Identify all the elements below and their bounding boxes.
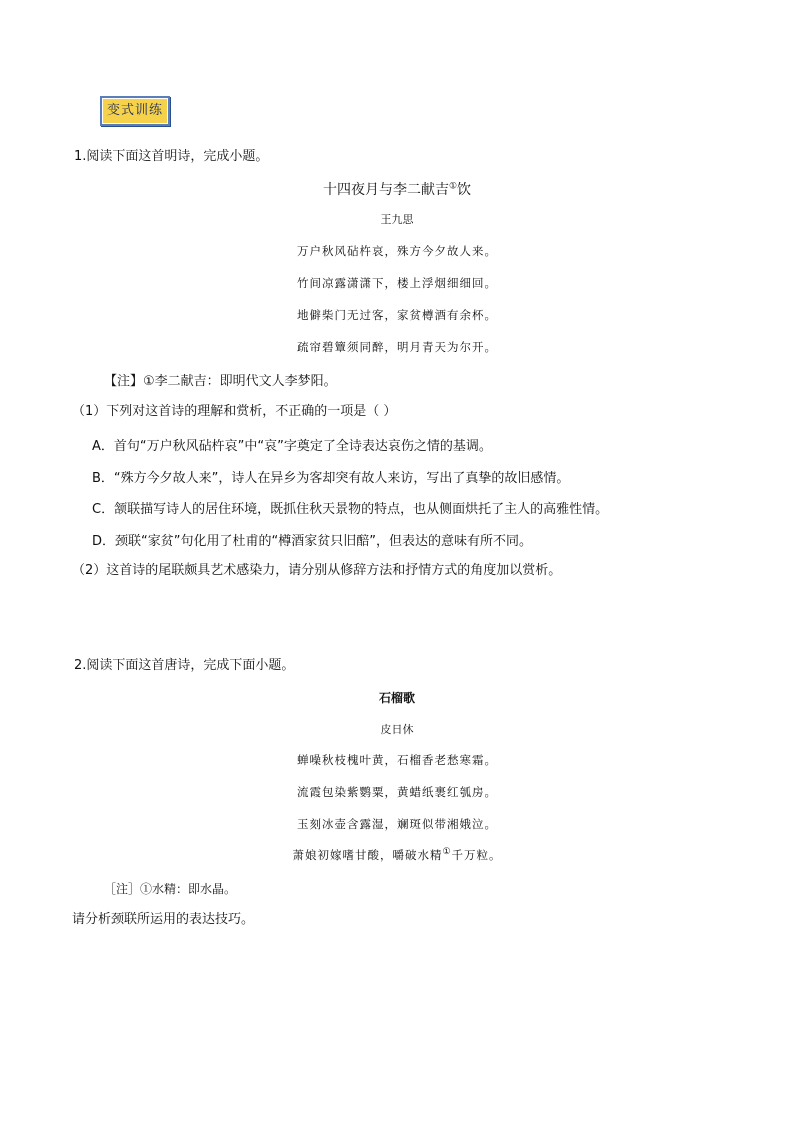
- q2-last-line-post: 千万粒。: [451, 848, 502, 862]
- q1-sub1: （1）下列对这首诗的理解和赏析，不正确的一项是（ ）: [72, 404, 397, 419]
- q1-verse-line: 疏帘碧簟须同醉，明月青天为尔开。: [297, 340, 497, 354]
- q1-poem-title: [0, 179, 794, 199]
- q2-verse-line: 玉刻冰壶含露湿，斓斑似带湘娥泣。: [297, 817, 497, 831]
- q2-poem-title: 石榴歌: [378, 691, 415, 705]
- q2-author: 皮日休: [380, 723, 414, 736]
- q1-verse-line: 万户秋风砧杵哀，殊方今夕故人来。: [297, 244, 497, 258]
- q2-verse-line: [0, 847, 794, 863]
- q1-option-b: B．“殊方今夕故人来”，诗人在异乡为客却突有故人来访，写出了真挚的故旧感情。: [92, 471, 570, 486]
- q1-option-c: C．颔联描写诗人的居住环境，既抓住秋天景物的特点，也从侧面烘托了主人的高雅性情。: [92, 502, 609, 517]
- q2-intro: 2.阅读下面这首唐诗，完成下面小题。: [74, 658, 295, 673]
- q1-verse-line: 地僻柴门无过客，家贫樽酒有余杯。: [297, 308, 497, 322]
- q1-sub2: （2）这首诗的尾联颇具艺术感染力，请分别从修辞方法和抒情方式的角度加以赏析。: [72, 563, 562, 578]
- section-badge: 变式训练: [100, 96, 170, 126]
- q1-intro: 1.阅读下面这首明诗，完成小题。: [74, 149, 269, 164]
- q1-poem-title-pre: 十四夜月与李二献吉: [322, 182, 449, 198]
- q1-author: 王九思: [380, 213, 414, 226]
- q1-note: 【注】①李二献吉：即明代文人李梦阳。: [104, 374, 337, 389]
- q1-option-d: D．颈联“家贫”句化用了杜甫的“樽酒家贫只旧醅”，但表达的意味有所不同。: [92, 534, 532, 549]
- q2-last-line-pre: 萧娘初嫁嗜甘酸，嚼破水精: [292, 848, 443, 862]
- q2-last-line-mark: ①: [442, 847, 452, 858]
- q1-poem-title-post: 饮: [457, 182, 472, 198]
- q1-option-a: A．首句“万户秋风砧杵哀”中“哀”字奠定了全诗表达哀伤之情的基调。: [92, 439, 492, 454]
- q2-verse-line: 流霞包染紫鹦粟，黄蜡纸裹红瓠房。: [297, 785, 497, 799]
- q2-note: ［注］①水精：即水晶。: [104, 882, 237, 896]
- q1-poem-title-mark: ①: [448, 181, 458, 192]
- q2-verse-line: 蝉噪秋枝槐叶黄，石榴香老愁寒霜。: [297, 753, 497, 767]
- q2-question: 请分析颈联所运用的表达技巧。: [72, 912, 255, 927]
- q1-verse-line: 竹间凉露潇潇下，楼上浮烟细细回。: [297, 276, 497, 290]
